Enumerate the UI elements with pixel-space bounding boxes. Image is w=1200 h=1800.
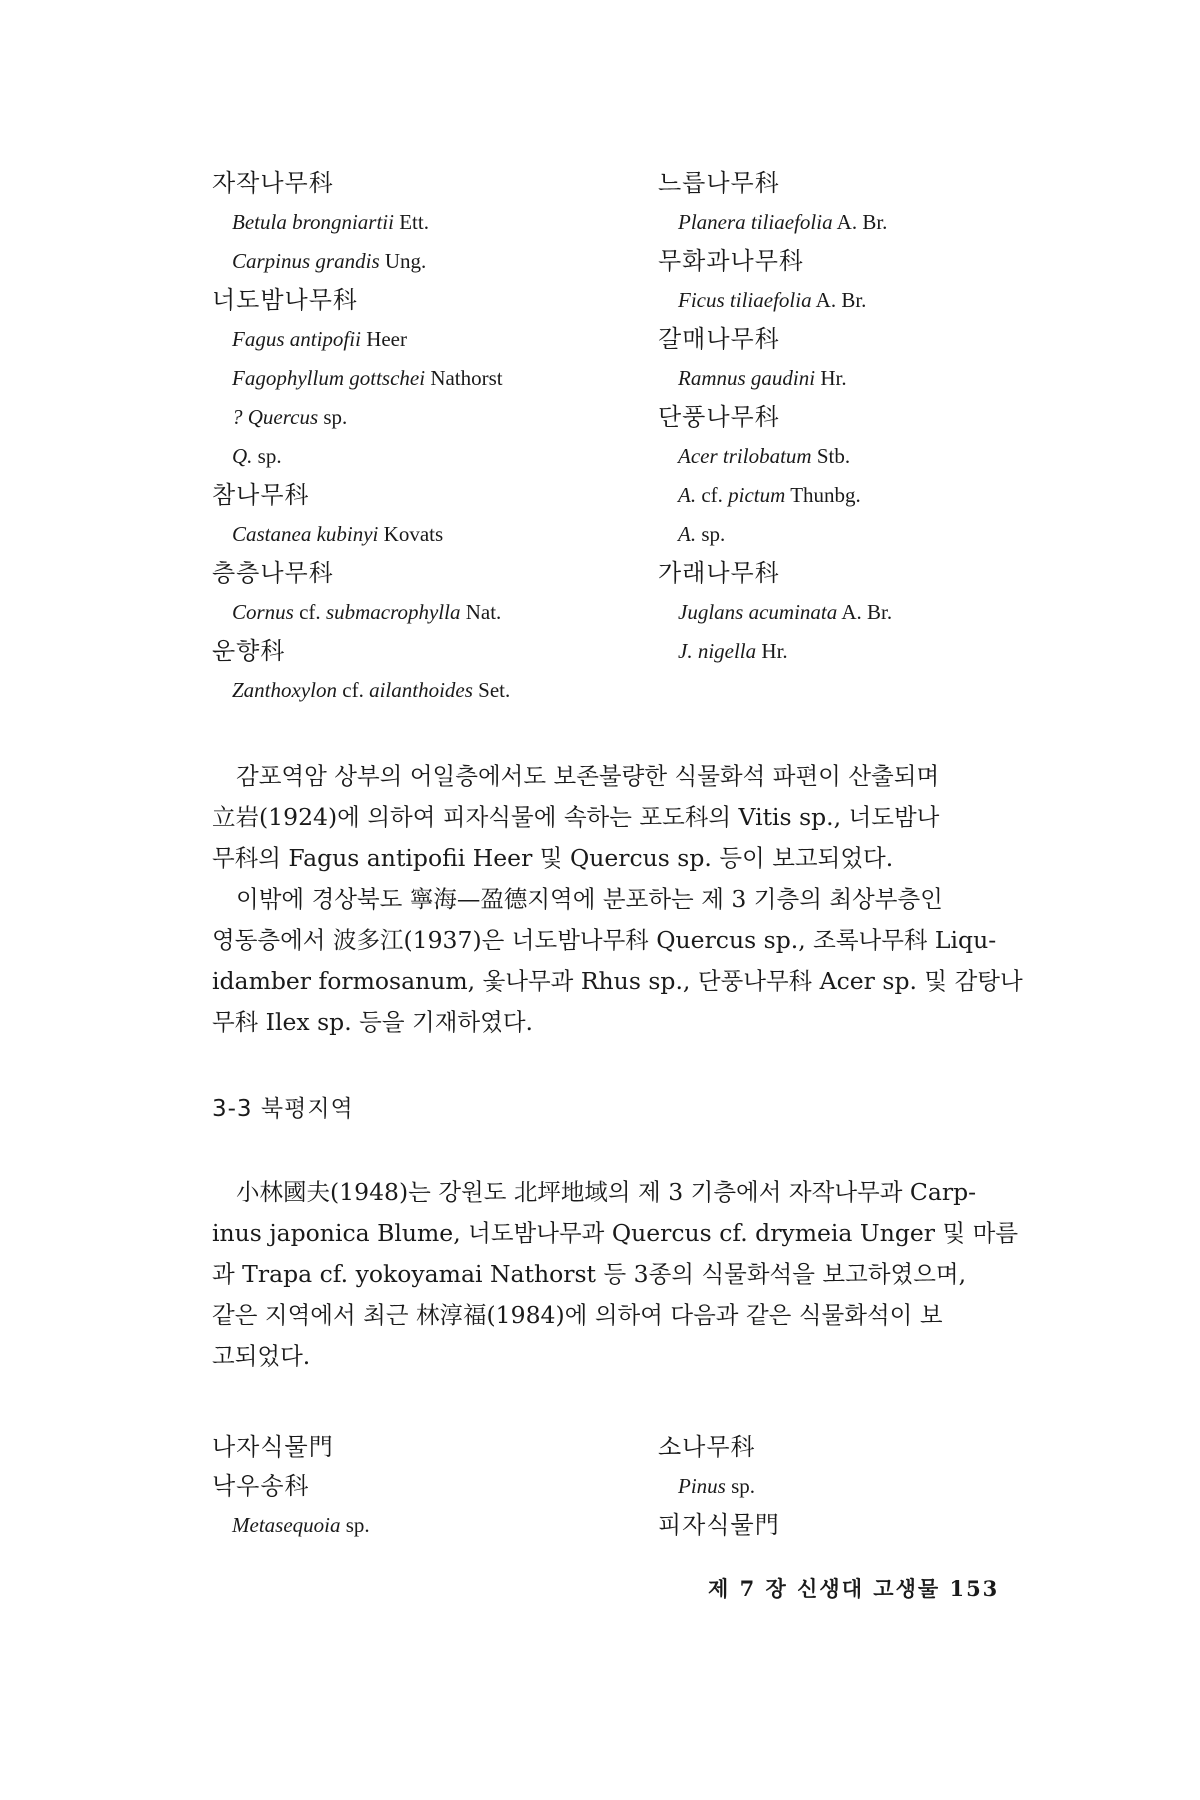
paragraph-gampo bbox=[212, 756, 1058, 879]
species-entry: Pinus sp. bbox=[678, 1474, 756, 1498]
paragraph-line: 무科의 Fagus antipofii Heer 및 Quercus sp. 등이 보고되었다. bbox=[212, 844, 894, 872]
species-entry: Ramnus gaudini Hr. bbox=[678, 366, 847, 390]
family-heading: 갈매나무科 bbox=[658, 325, 780, 353]
family-heading: 너도밤나무科 bbox=[212, 286, 358, 314]
paragraph-line: 立岩(1924)에 의하여 피자식물에 속하는 포도科의 Vitis sp., 너도밤나 bbox=[212, 803, 940, 831]
species-entry: Carpinus grandis Ung. bbox=[232, 249, 427, 273]
species-entry: Juglans acuminata A. Br. bbox=[678, 600, 893, 624]
species-entry: ? Quercus sp. bbox=[232, 405, 348, 429]
family-heading: 층층나무科 bbox=[212, 559, 334, 587]
species-entry: Fagophyllum gottschei Nathorst bbox=[232, 366, 503, 390]
page-footer: 제 7 장 신생대 고생물 153 bbox=[708, 1576, 1000, 1601]
species-entry: Q. sp. bbox=[232, 444, 282, 468]
species-entry: A. sp. bbox=[678, 522, 726, 546]
family-heading: 소나무科 bbox=[658, 1433, 756, 1461]
family-heading: 느릅나무科 bbox=[658, 169, 780, 197]
species-entry: Castanea kubinyi Kovats bbox=[232, 522, 444, 546]
species-entry: J. nigella Hr. bbox=[678, 639, 788, 663]
species-entry: Metasequoia sp. bbox=[232, 1513, 370, 1537]
paragraph-line: 이밖에 경상북도 寧海—盈德지역에 분포하는 제 3 기층의 최상부층인 bbox=[236, 885, 943, 913]
family-heading: 피자식물門 bbox=[658, 1511, 780, 1539]
species-entry: Fagus antipofii Heer bbox=[232, 327, 407, 351]
family-heading: 자작나무科 bbox=[212, 169, 334, 197]
paragraph-line: 같은 지역에서 최근 林淳福(1984)에 의하여 다음과 같은 식물화석이 보 bbox=[212, 1301, 943, 1329]
paragraph-line: 과 Trapa cf. yokoyamai Nathorst 등 3종의 식물화석을 보고하였으며, bbox=[212, 1260, 967, 1288]
species-entry: Betula brongniartii Ett. bbox=[232, 210, 429, 234]
paragraph-bukpyeong bbox=[212, 1172, 1058, 1377]
species-entry: Acer trilobatum Stb. bbox=[678, 444, 851, 468]
species-entry: Zanthoxylon cf. ailanthoides Set. bbox=[232, 678, 511, 702]
family-heading: 낙우송科 bbox=[212, 1472, 310, 1500]
family-heading: 운향科 bbox=[212, 637, 286, 665]
paragraph-youngdong bbox=[212, 879, 1058, 1043]
paragraph-line: 무科 Ilex sp. 등을 기재하였다. bbox=[212, 1008, 533, 1036]
species-list-top-right bbox=[658, 164, 1078, 671]
section-heading: 3-3 북평지역 bbox=[212, 1096, 354, 1122]
paragraph-line: 감포역암 상부의 어일층에서도 보존불량한 식물화석 파편이 산출되며 bbox=[236, 762, 940, 790]
family-heading: 가래나무科 bbox=[658, 559, 780, 587]
family-heading: 참나무科 bbox=[212, 481, 310, 509]
paragraph-line: 小林國夫(1948)는 강원도 北坪地域의 제 3 기층에서 자작나무과 Carp- bbox=[236, 1178, 977, 1206]
family-heading: 무화과나무科 bbox=[658, 247, 804, 275]
species-entry: Ficus tiliaefolia A. Br. bbox=[678, 288, 867, 312]
paragraph-line: inus japonica Blume, 너도밤나무과 Quercus cf. drymeia Unger 및 마름 bbox=[212, 1219, 1019, 1247]
paragraph-line: idamber formosanum, 옻나무과 Rhus sp., 단풍나무科 Acer sp. 및 감탕나 bbox=[212, 967, 1023, 995]
species-entry: A. cf. pictum Thunbg. bbox=[678, 483, 861, 507]
species-list-bottom-left bbox=[212, 1428, 632, 1545]
species-entry: Cornus cf. submacrophylla Nat. bbox=[232, 600, 502, 624]
family-heading: 단풍나무科 bbox=[658, 403, 780, 431]
species-list-bottom-right bbox=[658, 1428, 1078, 1545]
species-entry: Planera tiliaefolia A. Br. bbox=[678, 210, 888, 234]
paragraph-line: 고되었다. bbox=[212, 1342, 311, 1370]
family-heading: 나자식물門 bbox=[212, 1433, 334, 1461]
species-list-top-left bbox=[212, 164, 632, 710]
paragraph-line: 영동층에서 波多江(1937)은 너도밤나무科 Quercus sp., 조록나무科 Liqu- bbox=[212, 926, 997, 954]
